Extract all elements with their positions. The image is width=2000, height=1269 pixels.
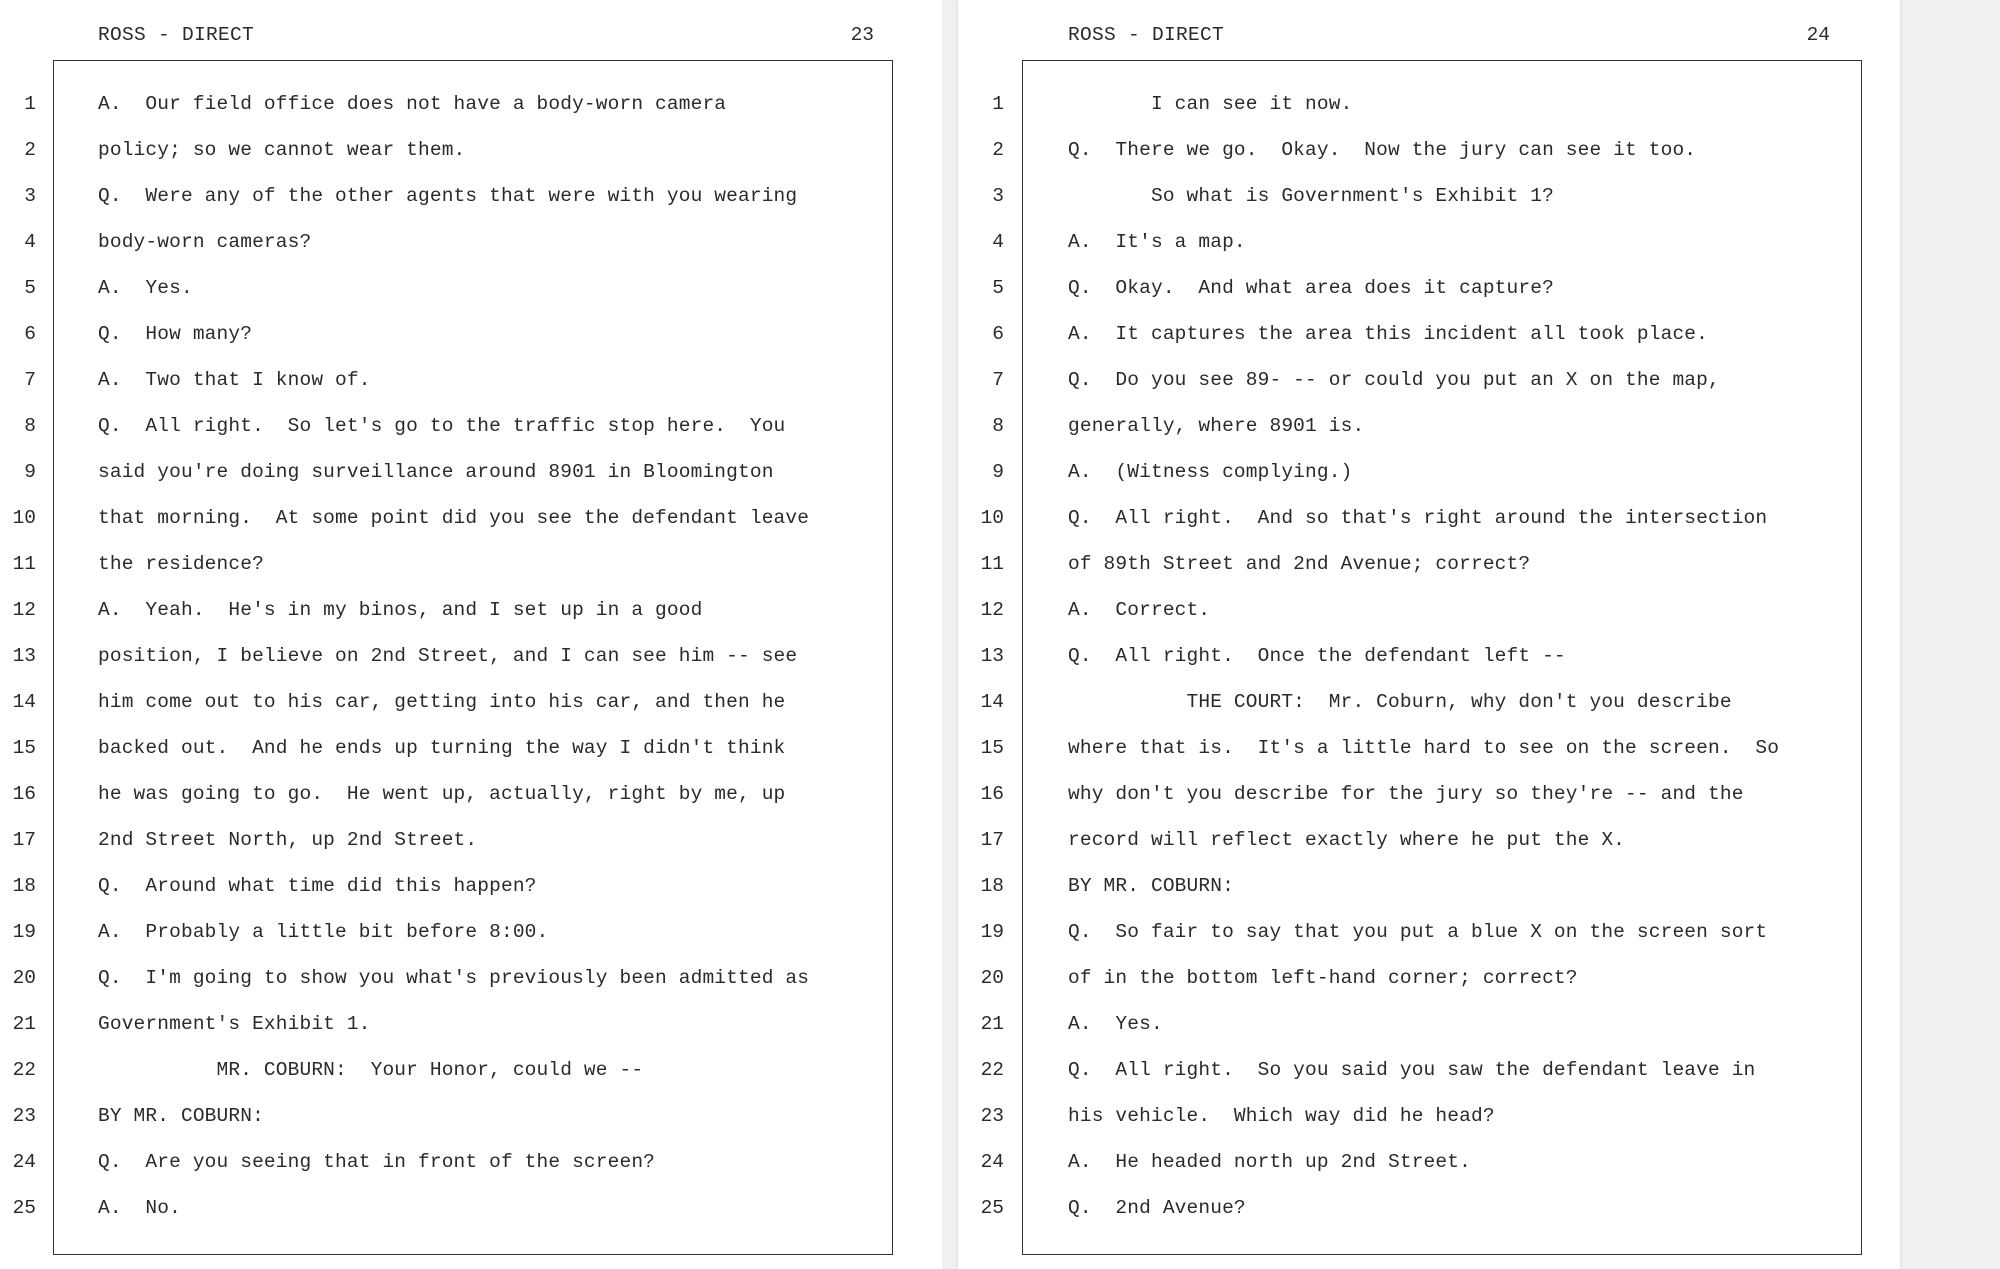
transcript-line: Q. 2nd Avenue? (1068, 1197, 1246, 1219)
line-number: 13 (12, 645, 36, 667)
line-number: 2 (24, 139, 36, 161)
line-number: 11 (980, 553, 1004, 575)
transcript-line: Q. So fair to say that you put a blue X on the screen sort (1068, 921, 1768, 943)
line-number: 8 (992, 415, 1004, 437)
line-number: 25 (980, 1197, 1004, 1219)
transcript-line: A. Correct. (1068, 599, 1211, 621)
line-number: 1 (992, 93, 1004, 115)
line-number: 10 (12, 507, 36, 529)
line-number: 18 (980, 875, 1004, 897)
line-number: 5 (992, 277, 1004, 299)
transcript-line: Q. There we go. Okay. Now the jury can see it too. (1068, 139, 1697, 161)
transcript-line: the residence? (98, 553, 264, 575)
line-number: 12 (12, 599, 36, 621)
transcript-line: he was going to go. He went up, actually, right by me, up (98, 783, 786, 805)
transcript-line: A. Two that I know of. (98, 369, 371, 391)
page-header-witness: ROSS - DIRECT (1068, 24, 1225, 46)
line-number: 23 (980, 1105, 1004, 1127)
transcript-line: Q. Were any of the other agents that were with you wearing (98, 185, 798, 207)
line-number: 16 (980, 783, 1004, 805)
line-number: 1 (24, 93, 36, 115)
line-number: 7 (24, 369, 36, 391)
transcript-line: A. Yes. (1068, 1013, 1163, 1035)
line-number: 15 (980, 737, 1004, 759)
line-number: 20 (980, 967, 1004, 989)
transcript-line: that morning. At some point did you see the defendant leave (98, 507, 810, 529)
transcript-line: A. It captures the area this incident all took place. (1068, 323, 1709, 345)
line-number: 4 (24, 231, 36, 253)
line-number: 19 (12, 921, 36, 943)
line-number: 19 (980, 921, 1004, 943)
line-numbers (0, 81, 36, 1231)
transcript-line: Q. I'm going to show you what's previously been admitted as (98, 967, 810, 989)
transcript-line: backed out. And he ends up turning the way I didn't think (98, 737, 786, 759)
transcript-line: A. Probably a little bit before 8:00. (98, 921, 549, 943)
page-number: 23 (850, 24, 874, 46)
transcript-line: Q. Are you seeing that in front of the screen? (98, 1151, 656, 1173)
transcript-line: why don't you describe for the jury so they're -- and the (1068, 783, 1744, 805)
line-number: 3 (992, 185, 1004, 207)
transcript-line: MR. COBURN: Your Honor, could we -- (98, 1059, 644, 1081)
transcript-line: Government's Exhibit 1. (98, 1013, 371, 1035)
line-number: 14 (12, 691, 36, 713)
transcript-line: A. Our field office does not have a body-worn camera (98, 93, 727, 115)
line-number: 17 (980, 829, 1004, 851)
transcript-lines (98, 81, 888, 1231)
line-number: 25 (12, 1197, 36, 1219)
line-number: 22 (12, 1059, 36, 1081)
line-number: 14 (980, 691, 1004, 713)
transcript-line: A. No. (98, 1197, 181, 1219)
line-number: 24 (980, 1151, 1004, 1173)
line-numbers (958, 81, 1004, 1231)
page-number: 24 (1806, 24, 1830, 46)
transcript-line: BY MR. COBURN: (1068, 875, 1234, 897)
page-header-witness: ROSS - DIRECT (98, 24, 255, 46)
transcript-line: I can see it now. (1068, 93, 1353, 115)
line-number: 6 (992, 323, 1004, 345)
transcript-line: position, I believe on 2nd Street, and I can see him -- see (98, 645, 798, 667)
line-number: 16 (12, 783, 36, 805)
transcript-line: where that is. It's a little hard to see on the screen. So (1068, 737, 1780, 759)
line-number: 7 (992, 369, 1004, 391)
line-number: 3 (24, 185, 36, 207)
line-number: 20 (12, 967, 36, 989)
transcript-line: Q. All right. So let's go to the traffic stop here. You (98, 415, 786, 437)
line-number: 2 (992, 139, 1004, 161)
page-divider (942, 0, 958, 1269)
transcript-line: Q. Around what time did this happen? (98, 875, 537, 897)
transcript-line: policy; so we cannot wear them. (98, 139, 466, 161)
transcript-line: Q. How many? (98, 323, 253, 345)
line-number: 11 (12, 553, 36, 575)
line-number: 21 (12, 1013, 36, 1035)
transcript-line: BY MR. COBURN: (98, 1105, 264, 1127)
line-number: 13 (980, 645, 1004, 667)
transcript-line: of in the bottom left-hand corner; correct? (1068, 967, 1578, 989)
transcript-line: A. He headed north up 2nd Street. (1068, 1151, 1471, 1173)
line-number: 4 (992, 231, 1004, 253)
transcript-line: him come out to his car, getting into his car, and then he (98, 691, 786, 713)
transcript-line: Q. Okay. And what area does it capture? (1068, 277, 1554, 299)
line-number: 24 (12, 1151, 36, 1173)
transcript-line: record will reflect exactly where he put the X. (1068, 829, 1626, 851)
line-number: 21 (980, 1013, 1004, 1035)
transcript-line: THE COURT: Mr. Coburn, why don't you describe (1068, 691, 1732, 713)
transcript-line: of 89th Street and 2nd Avenue; correct? (1068, 553, 1531, 575)
transcript-line: Q. All right. Once the defendant left -- (1068, 645, 1566, 667)
line-number: 23 (12, 1105, 36, 1127)
transcript-page-23 (0, 0, 942, 1269)
transcript-line: said you're doing surveillance around 8901 in Bloomington (98, 461, 774, 483)
transcript-line: A. (Witness complying.) (1068, 461, 1353, 483)
transcript-line: A. Yes. (98, 277, 193, 299)
line-number: 5 (24, 277, 36, 299)
transcript-line: body-worn cameras? (98, 231, 312, 253)
line-number: 9 (24, 461, 36, 483)
transcript-page-24 (958, 0, 1900, 1269)
line-number: 15 (12, 737, 36, 759)
line-number: 10 (980, 507, 1004, 529)
line-number: 12 (980, 599, 1004, 621)
transcript-line: Q. Do you see 89- -- or could you put an X on the map, (1068, 369, 1720, 391)
line-number: 6 (24, 323, 36, 345)
transcript-line: A. Yeah. He's in my binos, and I set up in a good (98, 599, 703, 621)
transcript-line: A. It's a map. (1068, 231, 1246, 253)
line-number: 8 (24, 415, 36, 437)
transcript-line: generally, where 8901 is. (1068, 415, 1365, 437)
transcript-line: So what is Government's Exhibit 1? (1068, 185, 1554, 207)
transcript-line: Q. All right. And so that's right around the intersection (1068, 507, 1768, 529)
transcript-line: his vehicle. Which way did he head? (1068, 1105, 1495, 1127)
line-number: 22 (980, 1059, 1004, 1081)
line-number: 9 (992, 461, 1004, 483)
line-number: 18 (12, 875, 36, 897)
transcript-lines (1068, 81, 1858, 1231)
transcript-line: Q. All right. So you said you saw the defendant leave in (1068, 1059, 1756, 1081)
transcript-line: 2nd Street North, up 2nd Street. (98, 829, 478, 851)
line-number: 17 (12, 829, 36, 851)
